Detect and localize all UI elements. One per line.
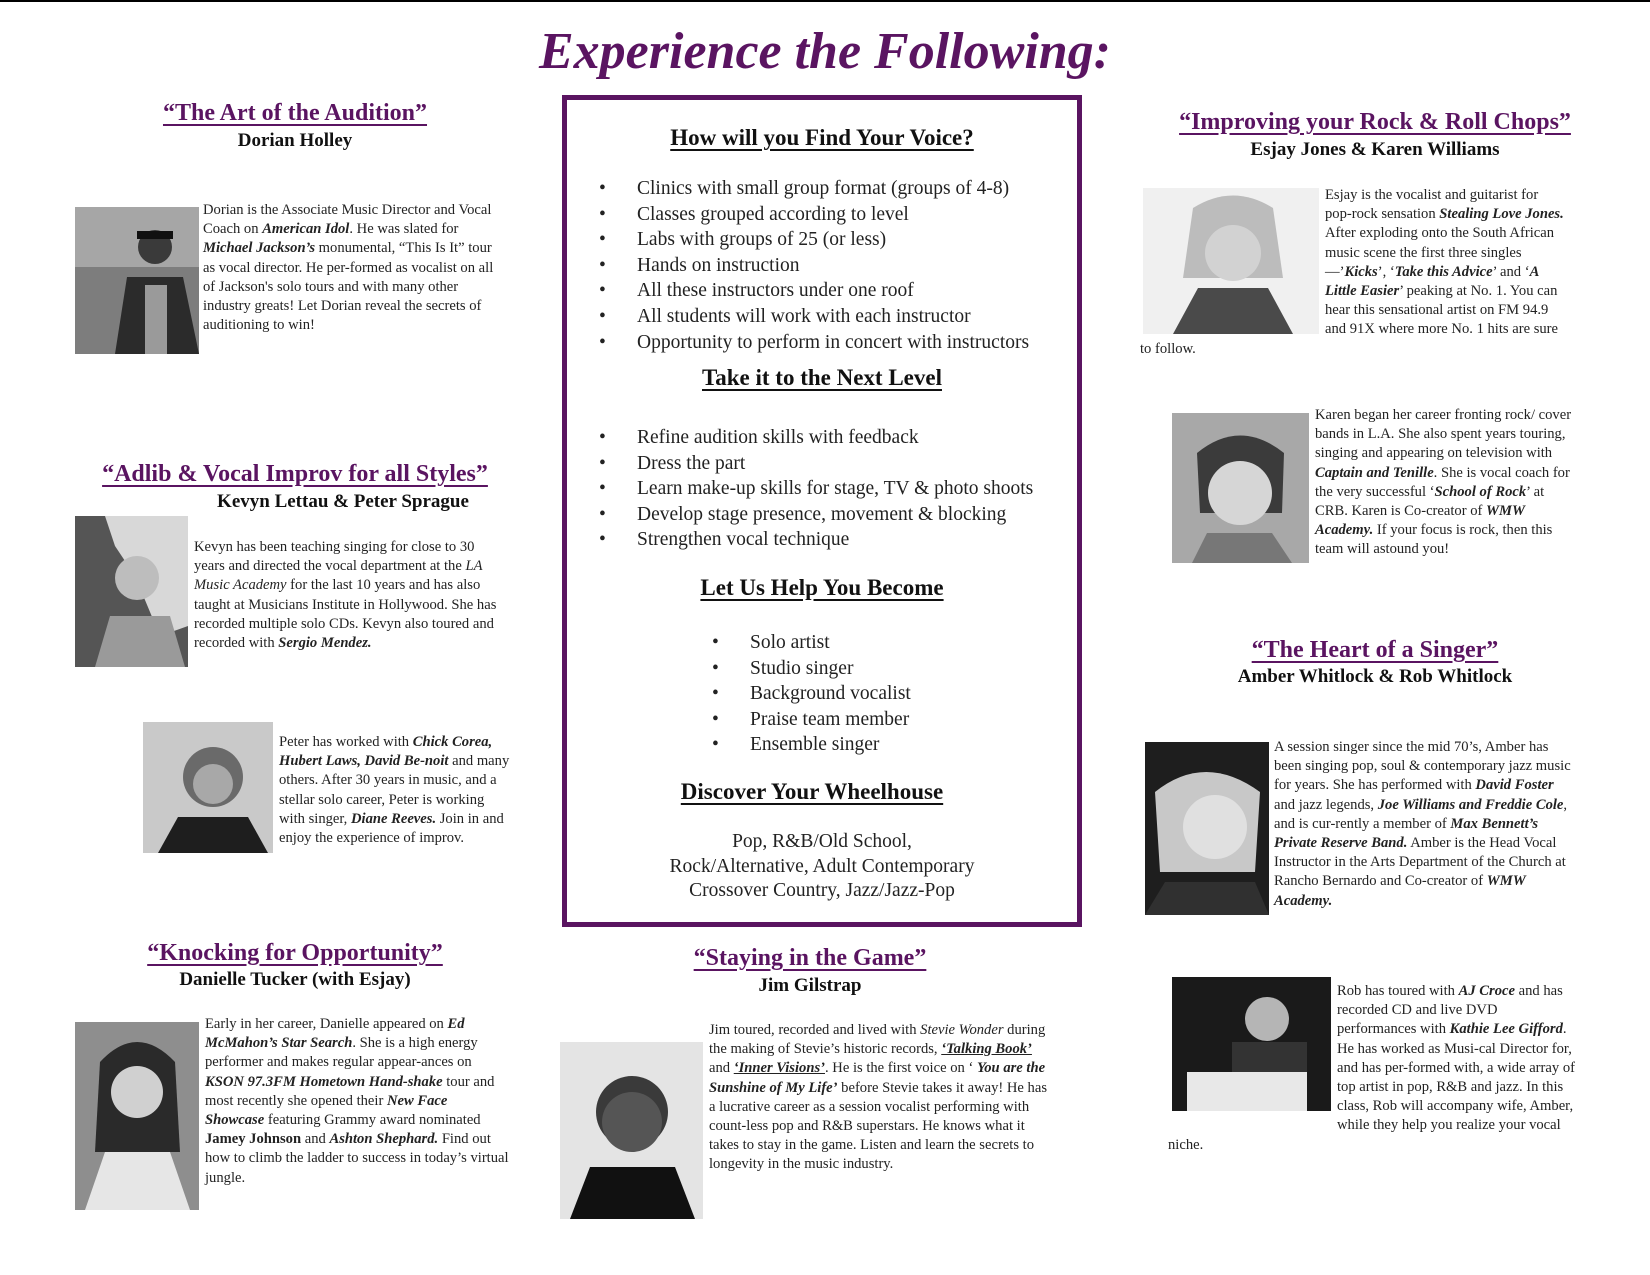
peter-bio: Peter has worked with Chick Corea, Hubert Laws, David Be-noit and many others. After 30 years in music, and a stellar solo career, Peter is working with singer, Diane Reeves. Join in and enjoy the experience of improv.: [279, 734, 510, 847]
kevyn-lettau-photo: [75, 516, 188, 667]
audition-title: “The Art of the Audition”: [162, 100, 428, 126]
heart-instructors: Amber Whitlock & Rob Whitlock: [1237, 666, 1513, 687]
jim-gilstrap-photo: [560, 1042, 703, 1219]
peter-sprague-photo: [143, 722, 273, 853]
knocking-instructor: Danielle Tucker (with Esjay): [179, 969, 411, 990]
audition-instructor: Dorian Holley: [237, 130, 353, 151]
list-item: • Ensemble singer: [712, 732, 911, 758]
list-item: • Solo artist: [712, 630, 911, 656]
esjay-bio: [1140, 186, 1565, 359]
game-instructor: Jim Gilstrap: [758, 975, 862, 996]
adlib-title: “Adlib & Vocal Improv for all Styles”: [102, 461, 488, 487]
wheelhouse-heading: Discover Your Wheelhouse: [680, 779, 944, 804]
page-title: Experience the Following:: [539, 23, 1111, 80]
top-rule: [0, 0, 1650, 2]
center-box: [562, 95, 1082, 927]
become-list: [712, 630, 911, 758]
karen-bio: Karen began her career fronting rock/ cover bands in L.A. She also spent years touring, singing and appearing on television with Captain and Tenille. She is vocal coach for the very successful ‘School of Rock’ at CRB. Karen is Co-creator of WMW Academy. If your focus is rock, then this team will astound you!: [1315, 407, 1572, 558]
amber-bio: A session singer since the mid 70’s, Amber has been singing pop, soul & contemporary jazz music for years. She has performed with David Foster and jazz legends, Joe Williams and Freddie Cole, and is cur-rently a member of Max Bennett’s Private Reserve Band. Amber is the Head Vocal Instructor in the Arts Department of the Church at Rancho Bernardo and Co-creator of WMW Academy.: [1274, 739, 1571, 909]
audition-bio: Dorian is the Associate Music Director and Vocal Coach on American Idol. He was slated for Michael Jackson’s monumental, “This Is It” tour as vocal director. He per-formed as vocalist on all of Jackson's solo tours and with many other industry greats! Let Dorian reveal the secrets of auditioning to win!: [203, 202, 494, 334]
esjay-bio-spacer: [1140, 186, 1325, 338]
game-bio: Jim toured, recorded and lived with Stevie Wonder during the making of Stevie’s historic records, ‘Talking Book’ and ‘Inner Visions’. He is the first voice on ‘ You are the Sunshine of My Life’ before Stevie takes it away! He has a lucrative career as a session vocalist performing with count-less pop and R&B superstars. He knows what it takes to stay in the game. Listen and learn the secrets to longevity in the music industry.: [709, 1022, 1048, 1173]
rob-bio-spacer: [1168, 982, 1337, 1117]
find-voice-list: [599, 176, 1029, 355]
list-item: • Clinics with small group format (groups of 4-8): [599, 176, 1029, 202]
rob-bio: [1168, 982, 1578, 1155]
list-item: • Develop stage presence, movement & blocking: [599, 502, 1033, 528]
esjay-bio-text: Esjay is the vocalist and guitarist for pop-rock sensation Stealing Love Jones. After exploding onto the South African music scene the first three singles—’Kicks’, ‘Take this Advice’ and ‘A Little Easier’ peaking at No. 1. You can hear this sensational artist on FM 94.9 and 91X where more No. 1 hits are sure to follow.: [1140, 187, 1564, 357]
karen-williams-photo: [1172, 413, 1309, 563]
knocking-bio: Early in her career, Danielle appeared on Ed McMahon’s Star Search. She is a high energy performer and makes regular appear-ances on KSON 97.3FM Hometown Hand-shake tour and most recently she opened their New Face Showcase featuring Grammy award nominated Jamey Johnson and Ashton Shephard. Find out how to climb the ladder to success in today’s virtual jungle.: [205, 1016, 509, 1186]
list-item: • Hands on instruction: [599, 253, 1029, 279]
list-item: • Studio singer: [712, 656, 911, 682]
list-item: • Learn make-up skills for stage, TV & photo shoots: [599, 476, 1033, 502]
heart-title: “The Heart of a Singer”: [1251, 637, 1499, 663]
danielle-tucker-photo: [75, 1022, 199, 1210]
list-item: • Strengthen vocal technique: [599, 527, 1033, 553]
list-item: • Classes grouped according to level: [599, 202, 1029, 228]
next-level-heading: Take it to the Next Level: [702, 365, 942, 390]
rock-instructors: Esjay Jones & Karen Williams: [1250, 139, 1500, 160]
knocking-title: “Knocking for Opportunity”: [147, 940, 443, 966]
list-item: • Dress the part: [599, 451, 1033, 477]
genre-line: Pop, R&B/Old School,: [732, 831, 912, 852]
find-voice-heading: How will you Find Your Voice?: [670, 125, 974, 150]
genre-line: Rock/Alternative, Adult Contemporary: [669, 855, 975, 877]
rob-bio-text: Rob has toured with AJ Croce and has recorded CD and live DVD performances with Kathie Lee Gifford. He has worked as Musi-cal Director for, and has per-formed with, a wide array of top artist in pop, R&B and jazz. In this class, Rob will accompany wife, Amber, while they help you realize your vocal niche.: [1168, 983, 1575, 1153]
adlib-instructors: Kevyn Lettau & Peter Sprague: [217, 491, 469, 512]
next-level-list: [599, 425, 1033, 553]
list-item: • All these instructors under one roof: [599, 278, 1029, 304]
become-heading: Let Us Help You Become: [700, 575, 944, 600]
genre-line: Crossover Country, Jazz/Jazz-Pop: [689, 880, 955, 901]
list-item: • Background vocalist: [712, 681, 911, 707]
list-item: • Labs with groups of 25 (or less): [599, 227, 1029, 253]
list-item: • Praise team member: [712, 707, 911, 733]
dorian-holley-photo: [75, 207, 199, 354]
wheelhouse-genres: [567, 830, 1077, 904]
kevyn-bio: Kevyn has been teaching singing for close to 30 years and directed the vocal department at the LA Music Academy for the last 10 years and has also taught at Musicians Institute in Hollywood. She has recorded multiple solo CDs. Kevyn also toured and recorded with Sergio Mendez.: [194, 539, 497, 652]
list-item: • All students will work with each instructor: [599, 304, 1029, 330]
list-item: • Refine audition skills with feedback: [599, 425, 1033, 451]
amber-whitlock-photo: [1145, 742, 1269, 915]
rock-title: “Improving your Rock & Roll Chops”: [1179, 109, 1571, 135]
game-title: “Staying in the Game”: [693, 945, 927, 971]
list-item: • Opportunity to perform in concert with instructors: [599, 330, 1029, 356]
